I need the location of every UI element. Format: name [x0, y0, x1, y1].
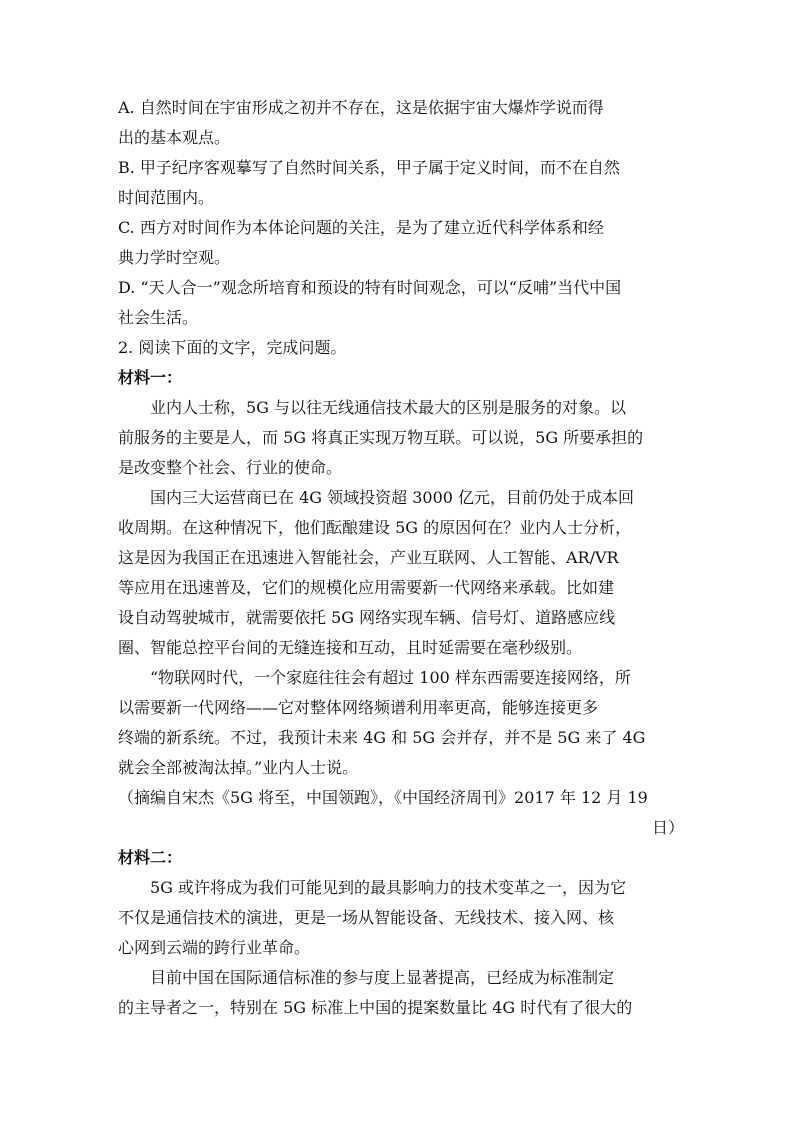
option-c	[118, 213, 684, 273]
material-1-source	[118, 783, 684, 843]
paragraph-line: 是改变整个社会、行业的使命。	[118, 458, 343, 477]
paragraph-line: 国内三大运营商已在 4G 领域投资超 3000 亿元，目前仍处于成本回	[150, 488, 635, 507]
option-b-line-1: B. 甲子纪序客观摹写了自然时间关系，甲子属于定义时间，而不在自然	[118, 158, 620, 177]
paragraph-line: 业内人士称，5G 与以往无线通信技术最大的区别是服务的对象。以	[150, 398, 627, 417]
paragraph-line: 目前中国在国际通信标准的参与度上显著提高，已经成为标准制定	[150, 968, 615, 987]
paragraph-line: 以需要新一代网络——它对整体网络频谱利用率更高，能够连接更多	[118, 698, 599, 717]
document-body	[118, 93, 684, 1023]
paragraph-line: 终端的新系统。不过，我预计未来 4G 和 5G 会并存，并不是 5G 来了 4G	[118, 728, 646, 747]
material-1-paragraph-2	[118, 483, 684, 663]
paragraph-line: 不仅是通信技术的演进，更是一场从智能设备、无线技术、接入网、核	[118, 908, 615, 927]
paragraph-line: 心网到云端的跨行业革命。	[118, 938, 311, 957]
material-2-heading: 材料二：	[118, 848, 183, 867]
material-1-paragraph-3	[118, 663, 684, 783]
option-a-line-2: 出的基本观点。	[118, 128, 231, 147]
option-c-line-1: C. 西方对时间作为本体论问题的关注，是为了建立近代科学体系和经	[118, 218, 604, 237]
paragraph-line: 圈、智能总控平台间的无缝连接和互动，且时延需要在毫秒级别。	[118, 638, 583, 657]
option-a-line-1: A. 自然时间在宇宙形成之初并不存在，这是依据宇宙大爆炸学说而得	[118, 98, 604, 117]
option-d-line-2: 社会生活。	[118, 308, 199, 327]
option-d	[118, 273, 684, 333]
paragraph-line: 5G 或许将成为我们可能见到的最具影响力的技术变革之一，因为它	[150, 878, 627, 897]
question-2-prompt: 2. 阅读下面的文字，完成问题。	[118, 338, 347, 357]
material-2-paragraph-2	[118, 963, 684, 1023]
option-b-line-2: 时间范围内。	[118, 188, 215, 207]
option-a	[118, 93, 684, 153]
paragraph-line: 设自动驾驶城市，就需要依托 5G 网络实现车辆、信号灯、道路感应线	[118, 608, 616, 627]
paragraph-line: 就会全部被淘汰掉。”业内人士说。	[118, 758, 359, 777]
paragraph-line: 等应用在迅速普及，它们的规模化应用需要新一代网络来承载。比如建	[118, 578, 615, 597]
source-line-2: 日）	[651, 818, 684, 837]
option-d-line-1: D. “天人合一”观念所培育和预设的特有时间观念，可以“反哺”当代中国	[118, 278, 622, 297]
option-c-line-2: 典力学时空观。	[118, 248, 231, 267]
material-2-paragraph-1	[118, 873, 684, 963]
paragraph-line: 前服务的主要是人，而 5G 将真正实现万物互联。可以说，5G 所要承担的	[118, 428, 644, 447]
paragraph-line: 这是因为我国正在迅速进入智能社会，产业互联网、人工智能、AR/VR	[118, 548, 619, 567]
material-1-paragraph-1	[118, 393, 684, 483]
paragraph-line: “物联网时代，一个家庭往往会有超过 100 样东西需要连接网络，所	[150, 668, 631, 687]
option-b	[118, 153, 684, 213]
source-line-1: （摘编自宋杰《5G 将至，中国领跑》，《中国经济周刊》2017 年 12 月 19	[118, 788, 648, 807]
material-1-heading: 材料一：	[118, 368, 183, 387]
paragraph-line: 收周期。在这种情况下，他们酝酿建设 5G 的原因何在？业内人士分析，	[118, 518, 632, 537]
paragraph-line: 的主导者之一，特别在 5G 标准上中国的提案数量比 4G 时代有了很大的	[118, 998, 633, 1017]
